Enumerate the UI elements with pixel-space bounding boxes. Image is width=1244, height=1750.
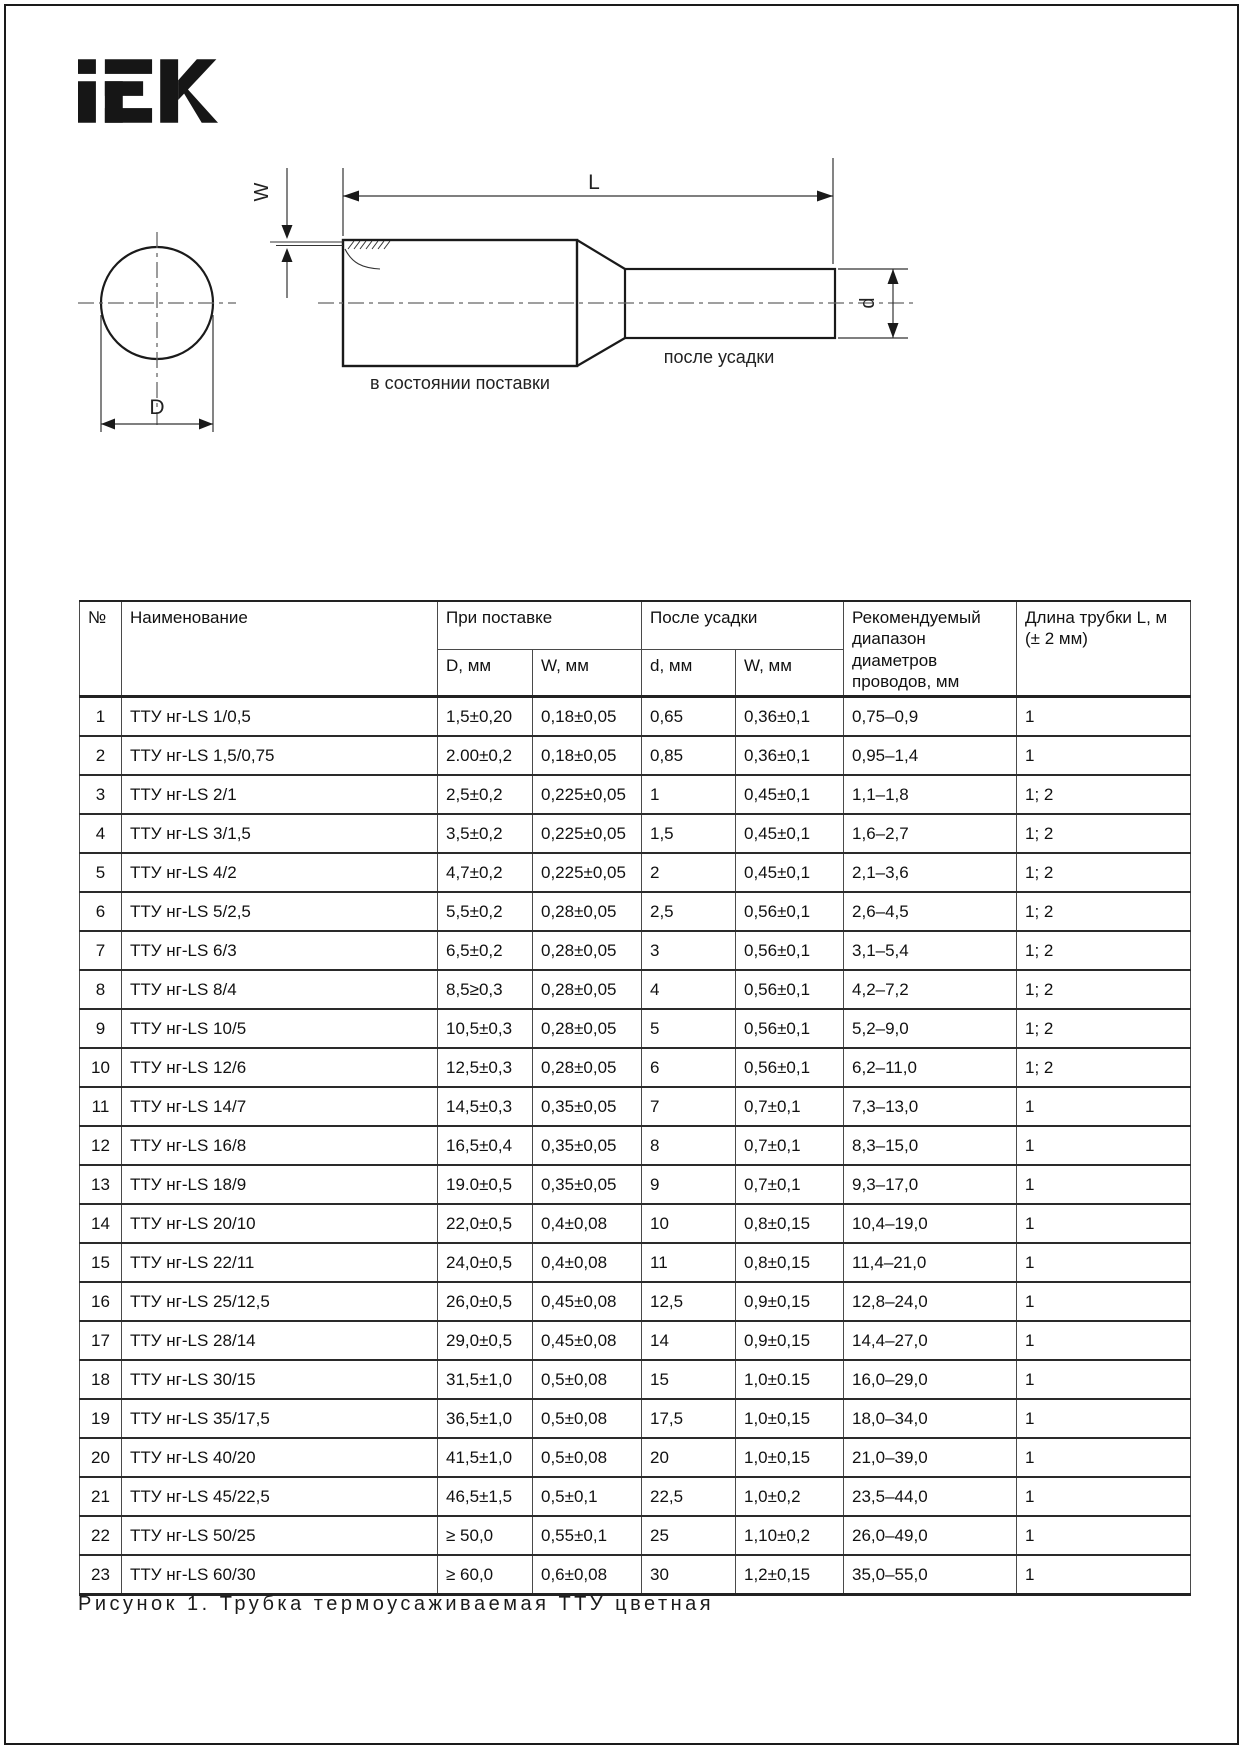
cell-d_after: 0,65 bbox=[642, 697, 736, 737]
cell-length: 1 bbox=[1017, 736, 1191, 775]
cell-w_after: 1,2±0,15 bbox=[736, 1555, 844, 1595]
cell-name: ТТУ нг-LS 40/20 bbox=[122, 1438, 438, 1477]
cell-w_after: 0,45±0,1 bbox=[736, 775, 844, 814]
cell-w_after: 0,56±0,1 bbox=[736, 1009, 844, 1048]
cell-length: 1 bbox=[1017, 1282, 1191, 1321]
cell-w_after: 0,8±0,15 bbox=[736, 1243, 844, 1282]
table-row bbox=[80, 1321, 1191, 1360]
cell-length: 1; 2 bbox=[1017, 931, 1191, 970]
cell-name: ТТУ нг-LS 8/4 bbox=[122, 970, 438, 1009]
cell-num: 8 bbox=[80, 970, 122, 1009]
cell-num: 15 bbox=[80, 1243, 122, 1282]
cell-name: ТТУ нг-LS 25/12,5 bbox=[122, 1282, 438, 1321]
cell-range: 35,0–55,0 bbox=[844, 1555, 1017, 1595]
cell-d_after: 10 bbox=[642, 1204, 736, 1243]
cell-num: 7 bbox=[80, 931, 122, 970]
header-range: Рекомендуемый диапазон диаметров проводов, мм bbox=[844, 601, 1017, 697]
table-row bbox=[80, 1360, 1191, 1399]
cell-d_supply: 36,5±1,0 bbox=[438, 1399, 533, 1438]
cell-name: ТТУ нг-LS 50/25 bbox=[122, 1516, 438, 1555]
cell-d_supply: ≥ 50,0 bbox=[438, 1516, 533, 1555]
cell-w_supply: 0,35±0,05 bbox=[533, 1165, 642, 1204]
cell-w_after: 1,0±0,15 bbox=[736, 1438, 844, 1477]
cell-num: 5 bbox=[80, 853, 122, 892]
cell-range: 1,1–1,8 bbox=[844, 775, 1017, 814]
cell-w_supply: 0,5±0,1 bbox=[533, 1477, 642, 1516]
cell-w_supply: 0,45±0,08 bbox=[533, 1282, 642, 1321]
table-row bbox=[80, 1516, 1191, 1555]
cell-d_supply: 26,0±0,5 bbox=[438, 1282, 533, 1321]
cell-d_after: 2 bbox=[642, 853, 736, 892]
cell-length: 1 bbox=[1017, 1204, 1191, 1243]
cell-length: 1 bbox=[1017, 1165, 1191, 1204]
cell-d_supply: 10,5±0,3 bbox=[438, 1009, 533, 1048]
cell-num: 11 bbox=[80, 1087, 122, 1126]
cell-num: 12 bbox=[80, 1126, 122, 1165]
cell-d_after: 15 bbox=[642, 1360, 736, 1399]
cell-length: 1 bbox=[1017, 697, 1191, 737]
cell-d_supply: 19.0±0,5 bbox=[438, 1165, 533, 1204]
cell-length: 1 bbox=[1017, 1321, 1191, 1360]
end-view bbox=[78, 232, 236, 432]
cell-w_supply: 0,4±0,08 bbox=[533, 1204, 642, 1243]
table-row bbox=[80, 814, 1191, 853]
cell-d_supply: 22,0±0,5 bbox=[438, 1204, 533, 1243]
header-w-after: W, мм bbox=[736, 650, 844, 697]
cell-range: 12,8–24,0 bbox=[844, 1282, 1017, 1321]
cell-w_supply: 0,28±0,05 bbox=[533, 1048, 642, 1087]
cell-d_after: 3 bbox=[642, 931, 736, 970]
table-row bbox=[80, 1282, 1191, 1321]
cell-num: 4 bbox=[80, 814, 122, 853]
table-row bbox=[80, 775, 1191, 814]
table-row bbox=[80, 970, 1191, 1009]
cell-length: 1 bbox=[1017, 1438, 1191, 1477]
cell-d_after: 4 bbox=[642, 970, 736, 1009]
cell-d_after: 7 bbox=[642, 1087, 736, 1126]
cell-w_supply: 0,18±0,05 bbox=[533, 736, 642, 775]
spec-table-body bbox=[80, 697, 1191, 1595]
table-row bbox=[80, 931, 1191, 970]
cell-name: ТТУ нг-LS 1/0,5 bbox=[122, 697, 438, 737]
cell-length: 1 bbox=[1017, 1555, 1191, 1595]
cell-w_supply: 0,35±0,05 bbox=[533, 1087, 642, 1126]
cell-range: 21,0–39,0 bbox=[844, 1438, 1017, 1477]
cell-w_supply: 0,45±0,08 bbox=[533, 1321, 642, 1360]
cell-range: 10,4–19,0 bbox=[844, 1204, 1017, 1243]
cell-length: 1; 2 bbox=[1017, 1009, 1191, 1048]
table-row bbox=[80, 1438, 1191, 1477]
cell-w_after: 0,56±0,1 bbox=[736, 1048, 844, 1087]
cell-num: 22 bbox=[80, 1516, 122, 1555]
cell-d_supply: 41,5±1,0 bbox=[438, 1438, 533, 1477]
cell-num: 10 bbox=[80, 1048, 122, 1087]
cell-name: ТТУ нг-LS 60/30 bbox=[122, 1555, 438, 1595]
cell-d_after: 9 bbox=[642, 1165, 736, 1204]
cell-w_supply: 0,5±0,08 bbox=[533, 1438, 642, 1477]
cell-d_after: 11 bbox=[642, 1243, 736, 1282]
dim-L-label: L bbox=[588, 171, 600, 194]
cell-range: 3,1–5,4 bbox=[844, 931, 1017, 970]
cell-d_after: 1 bbox=[642, 775, 736, 814]
cell-d_after: 25 bbox=[642, 1516, 736, 1555]
cell-length: 1; 2 bbox=[1017, 970, 1191, 1009]
cell-num: 9 bbox=[80, 1009, 122, 1048]
side-view bbox=[251, 158, 918, 393]
cell-d_after: 2,5 bbox=[642, 892, 736, 931]
table-row bbox=[80, 1243, 1191, 1282]
cell-num: 6 bbox=[80, 892, 122, 931]
cell-d_after: 22,5 bbox=[642, 1477, 736, 1516]
cell-length: 1; 2 bbox=[1017, 1048, 1191, 1087]
cell-d_supply: 2.00±0,2 bbox=[438, 736, 533, 775]
table-row bbox=[80, 1126, 1191, 1165]
cell-length: 1; 2 bbox=[1017, 775, 1191, 814]
header-name: Наименование bbox=[122, 601, 438, 697]
cell-d_after: 1,5 bbox=[642, 814, 736, 853]
cell-w_after: 1,0±0.15 bbox=[736, 1360, 844, 1399]
cell-w_after: 0,8±0,15 bbox=[736, 1204, 844, 1243]
cell-d_after: 20 bbox=[642, 1438, 736, 1477]
cell-name: ТТУ нг-LS 35/17,5 bbox=[122, 1399, 438, 1438]
cell-name: ТТУ нг-LS 14/7 bbox=[122, 1087, 438, 1126]
cell-name: ТТУ нг-LS 6/3 bbox=[122, 931, 438, 970]
tube-drawing bbox=[60, 140, 940, 470]
cell-num: 2 bbox=[80, 736, 122, 775]
cell-w_after: 0,56±0,1 bbox=[736, 931, 844, 970]
cell-w_supply: 0,55±0,1 bbox=[533, 1516, 642, 1555]
iek-logo bbox=[78, 52, 218, 130]
cell-num: 16 bbox=[80, 1282, 122, 1321]
table-row bbox=[80, 697, 1191, 737]
cell-name: ТТУ нг-LS 1,5/0,75 bbox=[122, 736, 438, 775]
cell-num: 23 bbox=[80, 1555, 122, 1595]
cell-range: 23,5–44,0 bbox=[844, 1477, 1017, 1516]
cell-num: 18 bbox=[80, 1360, 122, 1399]
spec-table bbox=[79, 600, 1191, 1596]
cell-name: ТТУ нг-LS 4/2 bbox=[122, 853, 438, 892]
table-row bbox=[80, 853, 1191, 892]
cell-w_supply: 0,225±0,05 bbox=[533, 814, 642, 853]
cell-w_after: 0,7±0,1 bbox=[736, 1126, 844, 1165]
cell-range: 14,4–27,0 bbox=[844, 1321, 1017, 1360]
cell-d_supply: 31,5±1,0 bbox=[438, 1360, 533, 1399]
cell-d_supply: 3,5±0,2 bbox=[438, 814, 533, 853]
cell-w_after: 0,45±0,1 bbox=[736, 853, 844, 892]
cell-name: ТТУ нг-LS 20/10 bbox=[122, 1204, 438, 1243]
cell-range: 18,0–34,0 bbox=[844, 1399, 1017, 1438]
cell-d_after: 12,5 bbox=[642, 1282, 736, 1321]
cell-range: 26,0–49,0 bbox=[844, 1516, 1017, 1555]
figure-caption: Рисунок 1. Трубка термоусаживаемая ТТУ цветная bbox=[78, 1593, 715, 1615]
header-group-supply: При поставке bbox=[438, 601, 642, 650]
cell-length: 1 bbox=[1017, 1126, 1191, 1165]
cell-w_after: 0,56±0,1 bbox=[736, 970, 844, 1009]
header-length: Длина трубки L, м (± 2 мм) bbox=[1017, 601, 1191, 697]
cell-name: ТТУ нг-LS 30/15 bbox=[122, 1360, 438, 1399]
cell-length: 1 bbox=[1017, 1399, 1191, 1438]
cell-length: 1 bbox=[1017, 1477, 1191, 1516]
cell-range: 2,1–3,6 bbox=[844, 853, 1017, 892]
cell-w_after: 1,10±0,2 bbox=[736, 1516, 844, 1555]
cell-w_supply: 0,4±0,08 bbox=[533, 1243, 642, 1282]
table-row bbox=[80, 1399, 1191, 1438]
cell-name: ТТУ нг-LS 10/5 bbox=[122, 1009, 438, 1048]
cell-d_supply: 24,0±0,5 bbox=[438, 1243, 533, 1282]
cell-name: ТТУ нг-LS 2/1 bbox=[122, 775, 438, 814]
table-row bbox=[80, 1087, 1191, 1126]
cell-range: 0,75–0,9 bbox=[844, 697, 1017, 737]
cell-d_after: 14 bbox=[642, 1321, 736, 1360]
cell-length: 1; 2 bbox=[1017, 814, 1191, 853]
cell-d_after: 30 bbox=[642, 1555, 736, 1595]
cell-range: 0,95–1,4 bbox=[844, 736, 1017, 775]
dim-d-label: d bbox=[857, 297, 879, 309]
cell-d_after: 17,5 bbox=[642, 1399, 736, 1438]
cell-name: ТТУ нг-LS 22/11 bbox=[122, 1243, 438, 1282]
cell-range: 7,3–13,0 bbox=[844, 1087, 1017, 1126]
table-row bbox=[80, 1048, 1191, 1087]
cell-w_after: 0,45±0,1 bbox=[736, 814, 844, 853]
cell-range: 2,6–4,5 bbox=[844, 892, 1017, 931]
cell-name: ТТУ нг-LS 5/2,5 bbox=[122, 892, 438, 931]
cell-w_after: 0,9±0,15 bbox=[736, 1282, 844, 1321]
cell-length: 1 bbox=[1017, 1516, 1191, 1555]
cell-name: ТТУ нг-LS 12/6 bbox=[122, 1048, 438, 1087]
cell-range: 4,2–7,2 bbox=[844, 970, 1017, 1009]
cell-d_supply: 14,5±0,3 bbox=[438, 1087, 533, 1126]
cell-d_supply: 16,5±0,4 bbox=[438, 1126, 533, 1165]
table-row bbox=[80, 1477, 1191, 1516]
table-row bbox=[80, 1165, 1191, 1204]
cell-num: 20 bbox=[80, 1438, 122, 1477]
cell-num: 21 bbox=[80, 1477, 122, 1516]
cell-w_supply: 0,28±0,05 bbox=[533, 970, 642, 1009]
cell-num: 1 bbox=[80, 697, 122, 737]
cell-d_after: 0,85 bbox=[642, 736, 736, 775]
cell-d_after: 5 bbox=[642, 1009, 736, 1048]
cell-length: 1; 2 bbox=[1017, 853, 1191, 892]
table-row bbox=[80, 892, 1191, 931]
cell-w_after: 1,0±0,15 bbox=[736, 1399, 844, 1438]
header-d-after: d, мм bbox=[642, 650, 736, 697]
cell-range: 1,6–2,7 bbox=[844, 814, 1017, 853]
cell-d_after: 6 bbox=[642, 1048, 736, 1087]
dim-W-label: W bbox=[251, 182, 273, 202]
cell-w_supply: 0,35±0,05 bbox=[533, 1126, 642, 1165]
cell-length: 1 bbox=[1017, 1243, 1191, 1282]
cell-d_supply: 4,7±0,2 bbox=[438, 853, 533, 892]
header-num: № bbox=[80, 601, 122, 697]
cell-w_supply: 0,225±0,05 bbox=[533, 853, 642, 892]
cell-num: 14 bbox=[80, 1204, 122, 1243]
cell-d_supply: 2,5±0,2 bbox=[438, 775, 533, 814]
table-row bbox=[80, 1555, 1191, 1595]
cell-name: ТТУ нг-LS 16/8 bbox=[122, 1126, 438, 1165]
supply-state-label: в состоянии поставки bbox=[370, 373, 550, 393]
cell-range: 9,3–17,0 bbox=[844, 1165, 1017, 1204]
cell-d_supply: 12,5±0,3 bbox=[438, 1048, 533, 1087]
cell-length: 1; 2 bbox=[1017, 892, 1191, 931]
cell-range: 5,2–9,0 bbox=[844, 1009, 1017, 1048]
cell-w_supply: 0,5±0,08 bbox=[533, 1360, 642, 1399]
cell-w_supply: 0,28±0,05 bbox=[533, 1009, 642, 1048]
cell-w_after: 0,7±0,1 bbox=[736, 1165, 844, 1204]
cell-d_supply: 29,0±0,5 bbox=[438, 1321, 533, 1360]
cell-w_after: 0,36±0,1 bbox=[736, 697, 844, 737]
cell-w_supply: 0,225±0,05 bbox=[533, 775, 642, 814]
table-row bbox=[80, 1204, 1191, 1243]
cell-d_supply: 1,5±0,20 bbox=[438, 697, 533, 737]
cell-range: 11,4–21,0 bbox=[844, 1243, 1017, 1282]
cell-num: 17 bbox=[80, 1321, 122, 1360]
cell-w_after: 0,36±0,1 bbox=[736, 736, 844, 775]
cell-d_supply: 5,5±0,2 bbox=[438, 892, 533, 931]
cell-d_supply: ≥ 60,0 bbox=[438, 1555, 533, 1595]
cell-length: 1 bbox=[1017, 1087, 1191, 1126]
cell-name: ТТУ нг-LS 45/22,5 bbox=[122, 1477, 438, 1516]
cell-w_supply: 0,28±0,05 bbox=[533, 931, 642, 970]
cell-d_supply: 46,5±1,5 bbox=[438, 1477, 533, 1516]
cell-name: ТТУ нг-LS 18/9 bbox=[122, 1165, 438, 1204]
cell-w_after: 1,0±0,2 bbox=[736, 1477, 844, 1516]
cell-w_after: 0,9±0,15 bbox=[736, 1321, 844, 1360]
header-w-supply: W, мм bbox=[533, 650, 642, 697]
after-shrink-label: после усадки bbox=[663, 347, 775, 367]
cell-num: 13 bbox=[80, 1165, 122, 1204]
cell-d_supply: 8,5≥0,3 bbox=[438, 970, 533, 1009]
cell-range: 8,3–15,0 bbox=[844, 1126, 1017, 1165]
dim-D-label: D bbox=[149, 396, 165, 419]
cell-num: 3 bbox=[80, 775, 122, 814]
cell-w_supply: 0,6±0,08 bbox=[533, 1555, 642, 1595]
cell-num: 19 bbox=[80, 1399, 122, 1438]
table-row bbox=[80, 1009, 1191, 1048]
cell-w_supply: 0,5±0,08 bbox=[533, 1399, 642, 1438]
cell-range: 16,0–29,0 bbox=[844, 1360, 1017, 1399]
cell-w_after: 0,56±0,1 bbox=[736, 892, 844, 931]
spec-table-header bbox=[80, 601, 1191, 697]
header-group-after: После усадки bbox=[642, 601, 844, 650]
header-d-supply: D, мм bbox=[438, 650, 533, 697]
cell-d_supply: 6,5±0,2 bbox=[438, 931, 533, 970]
cell-d_after: 8 bbox=[642, 1126, 736, 1165]
cell-w_supply: 0,18±0,05 bbox=[533, 697, 642, 737]
cell-w_supply: 0,28±0,05 bbox=[533, 892, 642, 931]
cell-name: ТТУ нг-LS 28/14 bbox=[122, 1321, 438, 1360]
cell-range: 6,2–11,0 bbox=[844, 1048, 1017, 1087]
cell-name: ТТУ нг-LS 3/1,5 bbox=[122, 814, 438, 853]
cell-length: 1 bbox=[1017, 1360, 1191, 1399]
cell-w_after: 0,7±0,1 bbox=[736, 1087, 844, 1126]
table-row bbox=[80, 736, 1191, 775]
